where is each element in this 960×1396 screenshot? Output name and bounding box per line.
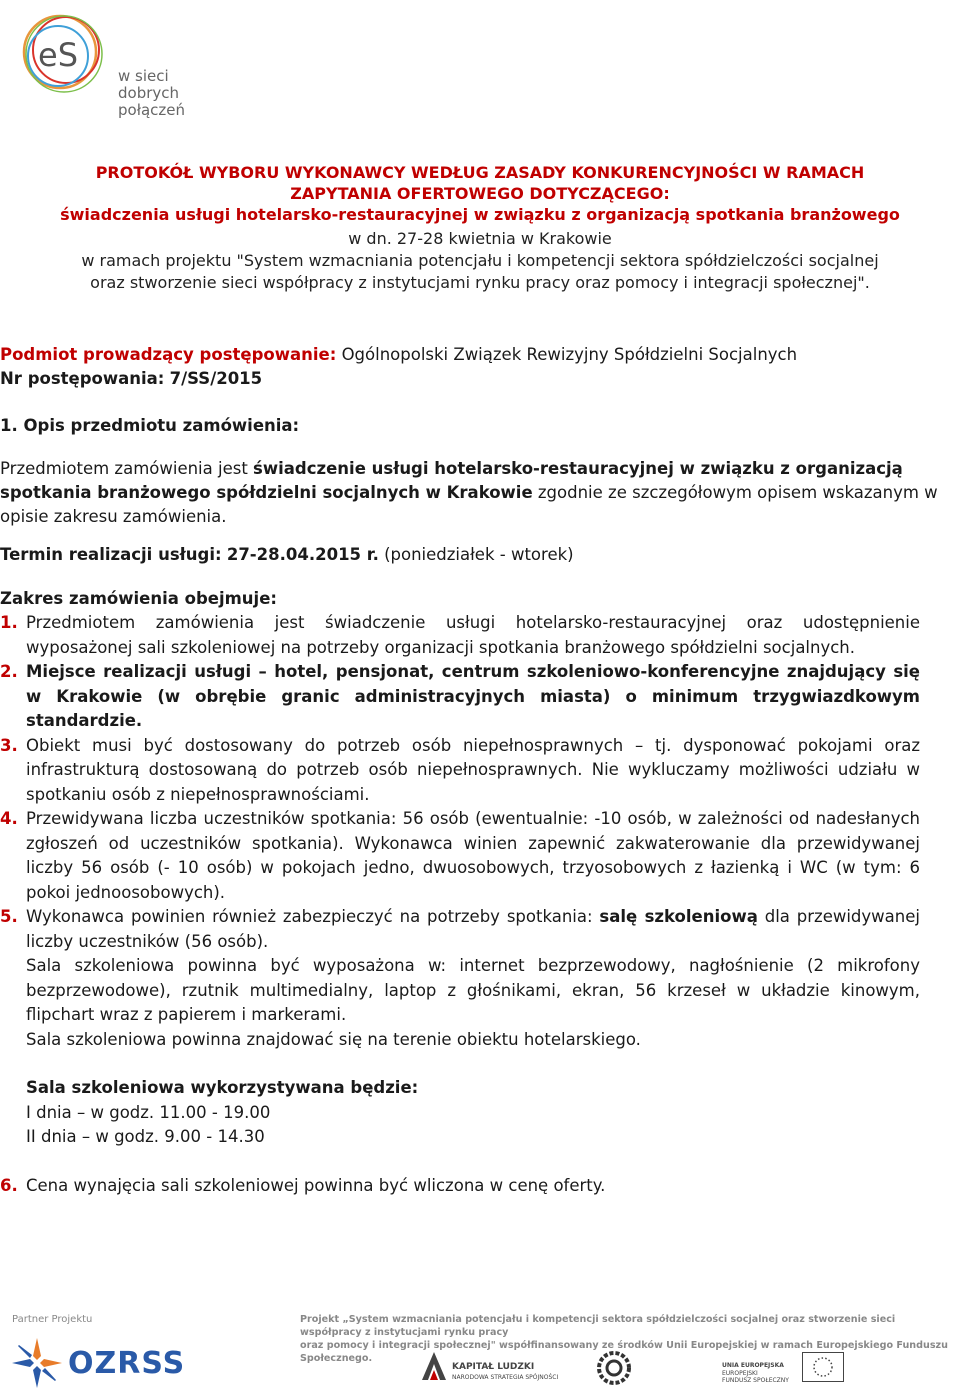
- sala-equipment-text: Sala szkoleniowa powinna być wyposażona w: internet bezprzewodowy, nagłośnienie (2 mikrofony bezprzewodowe), rzutnik multimedialny, laptop z głośnikami, ekran, 56 krzeseł w układzie kinowym, flipchart wraz z papierem i markerami.: [26, 956, 920, 1024]
- list-item: 3. Obiekt musi być dostosowany do potrzeb osób niepełnosprawnych – tj. dysponować pokojami oraz infrastrukturą dostosowaną do potrzeb osób niepełnosprawnych. Nie wykluczamy możliwości udziału w spotkaniu osób z niepełnosprawnościami.: [0, 735, 920, 804]
- sala-heading: Sala szkoleniowa wykorzystywana będzie:: [26, 1078, 419, 1097]
- title-line4: w dn. 27-28 kwietnia w Krakowie: [348, 229, 612, 248]
- list-item: 2. Miejsce realizacji usługi – hotel, pensjonat, centrum szkoleniowo-konferencyjne znajdujący się w Krakowie (w obrębie granic administracyjnych miasta) o minimum trzygwiazdkowym standardzie.: [0, 662, 920, 730]
- centrum-logo: [596, 1350, 640, 1388]
- eu-flag-icon: [802, 1352, 844, 1382]
- list-item: 6. Cena wynajęcia sali szkoleniowej powinna być wliczona w cenę oferty.: [0, 1175, 606, 1195]
- document-title: [0, 162, 960, 225]
- podmiot-value: Ogólnopolski Związek Rewizyjny Spółdzielni Socjalnych: [341, 345, 798, 364]
- svg-text:eS: eS: [38, 36, 78, 74]
- ozrss-star-icon: [10, 1336, 64, 1390]
- title-line2: ZAPYTANIA OFERTOWEGO DOTYCZĄCEGO:: [290, 184, 670, 203]
- footer-project-text: Projekt „System wzmacniania potencjału i kompetencji sektora spółdzielczości socjalnej oraz stworzenie sieci współpracy z instytucjami rynku pracy oraz pomocy i integracji społecznej" współfinansowany ze środków Unii Europejskiej w ramach Europejskiego Funduszu Społecznego.: [300, 1314, 948, 1364]
- sala-location-text: Sala szkoleniowa powinna znajdować się na terenie obiektu hotelarskiego.: [26, 1029, 641, 1049]
- logo-line2: dobrych połączeń: [118, 84, 186, 119]
- zakres-list: [0, 611, 920, 1198]
- list-item: 5. Wykonawca powinien również zabezpieczyć na potrzeby spotkania: salę szkoleniową dla przewidywanej liczby uczestników (56 osób). Sala szkoleniowa powinna być wyposażona w: internet bezprzewodowy, nagłośnienie (2 mikrofony bezprzewodowe), rzutnik multimedialny, laptop z głośnikami, ekran, 56 krzeseł w układzie kinowym, flipchart wraz z papierem i markerami. Sala szkoleniowa powinna znajdować się na terenie obiektu hotelarskiego. Sala szkoleniowa wykorzystywana będzie: I dnia – w godz. 11.00 - 19.00 II dnia – w godz. 9.00 - 14.30: [0, 905, 920, 1150]
- podmiot-label: Podmiot prowadzący postępowanie:: [0, 345, 337, 364]
- kapital-ludzki-icon: [420, 1350, 448, 1382]
- section1-heading: 1. Opis przedmiotu zamówienia:: [0, 416, 300, 435]
- opis-paragraph: Przedmiotem zamówienia jest świadczenie usługi hotelarsko-restauracyjnej w związku z organizacją spotkania branżowego spółdzielni socjalnych w Krakowie zgodnie ze szczegółowym opisem wskazanym w opisie zakresu zamówienia.: [0, 459, 938, 526]
- list-item: 1. Przedmiotem zamówienia jest świadczenie usługi hotelarsko-restauracyjnej oraz udostępnienie wyposażonej sali szkoleniowej na potrzeby organizacji spotkania branżowego spółdzielni socjalnych.: [0, 613, 920, 657]
- ozrss-logo: OZRSS: [10, 1336, 170, 1392]
- footer-partner-label: Partner Projektu: [12, 1314, 93, 1325]
- nr-label: Nr postępowania:: [0, 369, 165, 388]
- title-line3: świadczenia usługi hotelarsko-restauracyjnej w związku z organizacją spotkania branżowego: [60, 205, 900, 224]
- zakres-heading: Zakres zamówienia obejmuje:: [0, 589, 277, 608]
- subtitle-line1: w ramach projektu "System wzmacniania potencjału i kompetencji sektora spółdzielczości socjalnej: [81, 251, 879, 270]
- title-line1: PROTOKÓŁ WYBORU WYKONAWCY WEDŁUG ZASADY KONKURENCYJNOŚCI W RAMACH: [95, 163, 865, 182]
- centrum-icon: [596, 1350, 640, 1386]
- nr-value: 7/SS/2015: [169, 369, 263, 388]
- podmiot-line: [0, 343, 952, 391]
- termin-line: Termin realizacji usługi: 27-28.04.2015 r. (poniedziałek - wtorek): [0, 545, 574, 564]
- sala-day1: I dnia – w godz. 11.00 - 19.00: [26, 1102, 271, 1122]
- subtitle-line2: oraz stworzenie sieci współpracy z instytucjami rynku pracy oraz pomocy i integracji społecznej".: [90, 273, 870, 292]
- list-item: 4. Przewidywana liczba uczestników spotkania: 56 osób (ewentualnie: -10 osób, w zależności od nadesłanych zgłoszeń od uczestników spotkania). Wykonawca winien zapewnić zakwaterowanie dla przewidywanej liczby 56 osób (- 10 osób) w pokojach jedno, dwuosobowych, trzyosobowych z łazienką i WC (w tym: 6 pokoi jednoosobowych).: [0, 809, 920, 902]
- es-logo: [14, 8, 244, 119]
- sala-day2: II dnia – w godz. 9.00 - 14.30: [26, 1127, 265, 1146]
- es-logo-circles-icon: [14, 8, 114, 100]
- logo-line1: w sieci: [118, 67, 169, 85]
